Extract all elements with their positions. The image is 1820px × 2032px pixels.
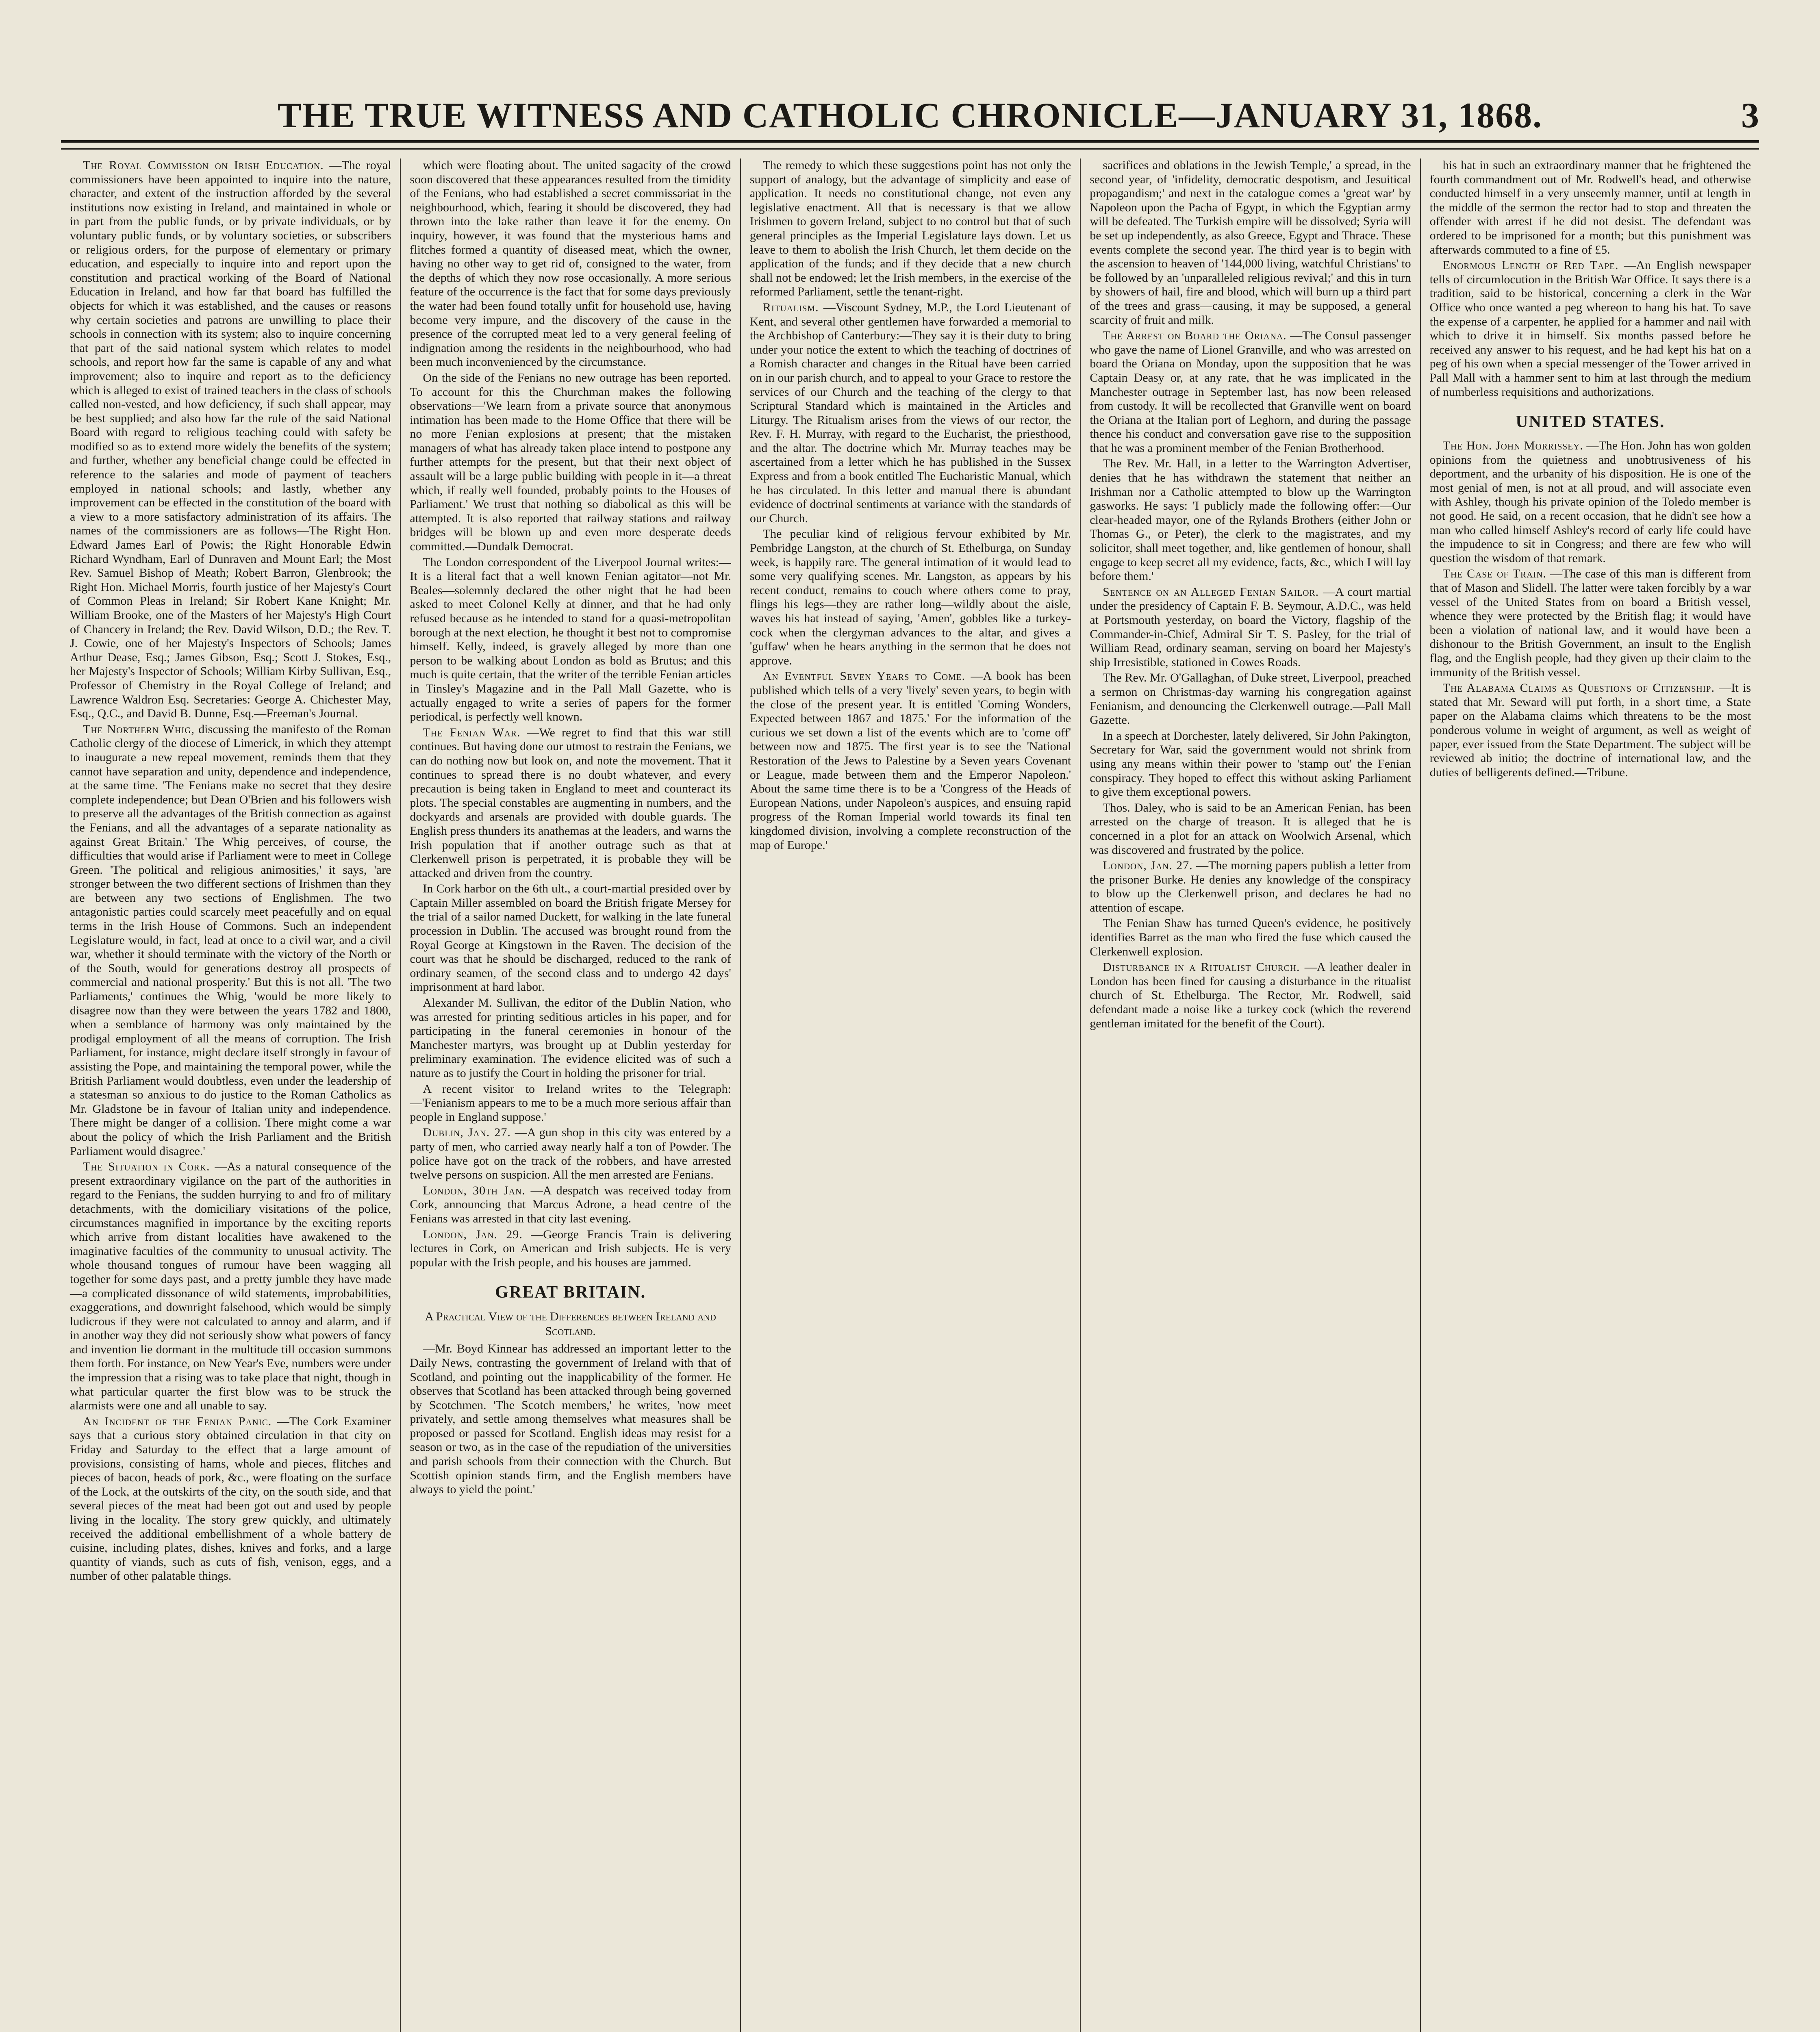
article-text: which were floating about. The united sagacity of the crowd soon discovered that these appearances resulted from the timidity of the Fenians, who had established a secret commissariat in the neighbourhood, which, fearing it should be discovered, they had thrown into the lake rather than leave it for the enemy. On inquiry, however, it was found that the mysterious hams and flitches formed a quantity of diseased meat, which the owner, having no other way to get rid of, consigned to the water, from the depths of which they now rose occasionally. A more serious feature of the occurrence is the fact that for some days previously the water had been found totally unfit for household use, having become very impure, and the discovery of the cause in the presence of the corrupted meat led to a very general feeling of indignation among the residents in the neighbourhood, who had been much inconvenienced by the circumstance.: [410, 158, 731, 369]
article-paragraph: [410, 1126, 731, 1182]
article-paragraph: [1430, 158, 1751, 257]
article-text: —The Hon. John has won golden opinions from the quietness and unobtrusiveness of his deportment, and the urbanity of his disposition. He is one of the most genial of men, is not at all proud, and will associate even with Ashley, though his private opinion of the Toledo member is not good. He said, on a recent occasion, that he didn't see how a man who called himself Ashley's record of early life could have the impudence to sit in Congress; and there are few who will question the wisdom of that remark.: [1429, 439, 1751, 565]
article-text: —A court martial under the presidency of Captain F. B. Seymour, A.D.C., was held at Portsmouth yesterday, on board the Victory, flagship of the Commander-in-Chief, Admiral Sir T. S. Pasley, for the trial of William Read, ordinary seaman, serving on board her Majesty's ship Irresistible, stationed in Cowes Roads.: [1090, 585, 1411, 669]
article-paragraph: [1090, 916, 1411, 959]
article-lead: Dublin, Jan. 27.: [423, 1126, 511, 1140]
article-text: On the side of the Fenians no new outrage has been reported. To account for this the Churchman makes the following observations—'We learn from a private source that anonymous intimation has been made to the Home Office that there will be no more Fenian explosions at present; that the mistaken managers of what has already taken place intend to postpone any further attempts for the present, but that their next object of assault will be a large public building with people in it—a threat which, if really well founded, probably points to the Houses of Parliament.' We trust that nothing so diabolical as this will be attempted. It is also reported that railway stations and railway bridges will be blown up and even more desperate deeds committed.—Dundalk Democrat.: [410, 371, 731, 554]
article-paragraph: [410, 1342, 731, 1497]
article-text: A recent visitor to Ireland writes to the Telegraph:—'Fenianism appears to me to be a much more serious affair than people in England suppose.': [410, 1082, 731, 1124]
article-lead: Ritualism.: [762, 300, 819, 314]
column-2: [401, 158, 741, 2032]
article-lead: The Royal Commission on Irish Education.: [83, 158, 324, 172]
article-lead: London, Jan. 29.: [423, 1227, 523, 1241]
article-paragraph: [70, 1160, 391, 1413]
article-paragraph: [1090, 585, 1411, 670]
article-paragraph: [1430, 681, 1751, 779]
article-lead: The Alabama Claims as Questions of Citizenship.: [1442, 681, 1715, 695]
article-paragraph: [410, 556, 731, 724]
article-paragraph: [1430, 258, 1751, 399]
article-paragraph: [1090, 457, 1411, 583]
article-columns: [61, 158, 1760, 2032]
article-lead: The Arrest on Board the Oriana.: [1103, 329, 1287, 343]
article-paragraph: [1090, 729, 1411, 799]
article-text: —The royal commissioners have been appointed to inquire into the nature, character, and extent of the instruction afforded by the several institutions now existing in Ireland, and maintained in whole or in part from the public funds, or by private individuals, or by voluntary public funds, or by voluntary societies, or subscribers or religious orders, for the purpose of elementary or primary education, and especially to inquire into and report upon the constitution and practical working of the Board of National Education in Ireland, and how far that board has fulfilled the objects for which it was established, and the causes or reasons why certain societies and patrons are unwilling to place their schools in connection with its system; also to inquire concerning that part of the said national system which relates to model schools, and report how far the same is capable of any and what improvement; also to inquire and report as to the deficiency which is alleged to exist of trained teachers in the class of schools called non-vested, and how deficiency, if such shall appear, may be best supplied; and also how far the rule of the said National Board with regard to religious teaching could with safety be modified so as to extend more widely the benefits of the system; and further, whether any beneficial change could be effected in reference to the salaries and mode of payment of teachers employed in national schools; and lastly, whether any improvement can be effected in the constitution of the board with a view to a more satisfactory administration of its affairs. The names of the commissioners are as follows—The Right Hon. Edward James Earl of Powis; the Right Honorable Edwin Richard Wyndham, Earl of Dunraven and Mount Earl; the Most Rev. Samuel Bishop of Meath; Robert Barron, Glenbrook; the Right Hon. Michael Morris, fourth justice of her Majesty's Court of Common Pleas in Ireland; Sir Robert Kane Knight; Mr. William Brooke, one of the Masters of her Majesty's High Court of Chancery in Ireland; the Rev. David Wilson, D.D.; the Rev. T. J. Cowie, one of her Majesty's Inspectors of Schools; James Arthur Dease, Esq.; James Gibson, Esq.; Scott J. Stokes, Esq., her Majesty's Inspector of Schools; William Kirby Sullivan, Esq., Professor of Chemistry in the Royal College of Ireland; and Lawrence Waldron Esq. Secretaries: George A. Chichester May, Esq., Q.C., and David B. Dunne, Esq.—Freeman's Journal.: [70, 158, 391, 721]
article-lead: London, Jan. 27.: [1103, 859, 1193, 873]
article-lead: The Situation in Cork.: [83, 1160, 210, 1174]
article-paragraph: [410, 371, 731, 554]
article-text: —It is stated that Mr. Seward will put forth, in a short time, a State paper on the Alabama claims which threatens to be the most ponderous volume in weight of argument, as well as weight of paper, ever issued from the State Department. The subject will be reviewed ab initio; the doctrine of international law, and the duties of belligerents defined.—Tribune.: [1429, 681, 1751, 779]
article-paragraph: [410, 726, 731, 881]
article-lead: The Hon. John Morrissey.: [1442, 439, 1583, 453]
article-text: sacrifices and oblations in the Jewish Temple,' a spread, in the second year, of 'infidelity, democratic despotism, and Jesuitical propagandism;' and next in the catalogue comes a 'great war' by Napoleon upon the Pacha of Egypt, in which the Egyptian army will be defeated. The Turkish empire will be dissolved; Syria will be set up independently, as also Greece, Egypt and Thrace. These events complete the second year. The third year is to begin with the ascension to heaven of '144,000 living, watchful Christians' to be followed by an 'unparalleled religious revival;' and this in turn by showers of hail, fire and blood, which will burn up a third part of the trees and grass—causing, it may be supposed, a general scarcity of fruit and milk.: [1090, 158, 1411, 327]
article-lead: An Incident of the Fenian Panic.: [83, 1414, 272, 1428]
article-text: —The Cork Examiner says that a curious story obtained circulation in that city on Friday and Saturday to the effect that a large amount of provisions, consisting of hams, whole and pieces, flitches and pieces of bacon, heads of pork, &c., were floating on the surface of the Lock, at the outskirts of the city, on the south side, and that several pieces of the meat had been got out and used by people living in the locality. The story grew quickly, and ultimately received the additional embellishment of a whole battery de cuisine, including plates, dishes, knives and forks, and a large quantity of viands, such as cuts of fish, venison, eggs, and a number of other palatable things.: [70, 1414, 391, 1583]
article-text: In Cork harbor on the 6th ult., a court-martial presided over by Captain Miller assembled on board the British frigate Mersey for the trial of a sailor named Duckett, for walking in the late funeral procession in Dublin. The accused was brought round from the Royal George at Kingstown in the Raven. The decision of the court was that he should be discharged, reduced to the rank of ordinary seamen, of the second class and to undergo 42 days' imprisonment at hard labor.: [410, 882, 731, 994]
article-lead: The Northern Whig,: [83, 722, 195, 736]
article-text: his hat in such an extraordinary manner that he frightened the fourth commandment out of Mr. Rodwell's head, and otherwise conducted himself in a very unseemly manner, until at length in the middle of the sermon the rector had to stop and threaten the offender with arrest if he did not desist. The defendant was ordered to be imprisoned for a month; but this punishment was afterwards commuted to a fine of £5.: [1429, 158, 1751, 256]
article-text: —A book has been published which tells of a very 'lively' seven years, to begin with the close of the present year. It is entitled 'Coming Wonders, Expected between 1867 and 1875.' For the information of the curious we set down a list of the events which are to 'come off' between now and 1875. The first year is to see the 'National Restoration of the Jews to Palestine by a Seven years Covenant or League, made between them and the Emperor Napoleon.' About the same time there is to be a 'Congress of the Heads of European Nations, under Napoleon's auspices, and ensuing rapid progress of the Roman Imperial world towards its final ten kingdomed division, involving a complete reconstruction of the map of Europe.': [749, 669, 1071, 852]
article-paragraph: [750, 669, 1071, 852]
article-paragraph: [1090, 671, 1411, 727]
article-text: —The Consul passenger who gave the name of Lionel Granville, and who was arrested on board the Oriana on Monday, upon the supposition that he was Captain Deasy or, at any rate, that he was implicated in the Manchester outrage in September last, has now been released from custody. It will be recollected that Granville went on board the Oriana at the Italian port of Leghorn, and during the passage thence his conduct and conversation gave rise to the supposition that he was a prominent member of the Fenian Brotherhood.: [1090, 329, 1411, 455]
masthead-rule: [61, 140, 1759, 150]
article-paragraph: [750, 301, 1071, 526]
article-text: —As a natural consequence of the present extraordinary vigilance on the part of the authorities in regard to the Fenians, the sudden hurrying to and fro of military detachments, with the domiciliary visitations of the police, circumstances magnified in importance by the exciting reports which arrive from distant localities have awakened to the imaginative faculties of the community to unusual activity. The whole thousand tongues of rumour have been wagging all together for some days past, and a pretty jumble they have made—a complicated dissonance of wild statements, improbabilities, exaggerations, and downright falsehood, which would be simply ludicrous if they were not calculated to annoy and alarm, and if in another way they did not seriously show what powers of fancy and invention lie dormant in the multitude till occasion summons them forth. For instance, on New Year's Eve, numbers were under the impression that a rising was to take place that night, though in what particular quarter the first blow was to be struck the alarmists were one and all unable to say.: [70, 1160, 391, 1413]
article-paragraph: [1430, 439, 1751, 565]
article-paragraph: [1090, 329, 1411, 455]
article-lead: The Case of Train.: [1442, 567, 1546, 581]
article-paragraph: [70, 1415, 391, 1583]
article-lead: Sentence on an Alleged Fenian Sailor.: [1103, 585, 1319, 599]
article-text: —George Francis Train is delivering lectures in Cork, on American and Irish subjects. He is very popular with the Irish people, and his houses are jammed.: [410, 1227, 731, 1269]
article-text: The Fenian Shaw has turned Queen's evidence, he positively identifies Barret as the man who fired the fuse which caused the Clerkenwell explosion.: [1090, 916, 1411, 958]
article-paragraph: [70, 723, 391, 1158]
article-text: —An English newspaper tells of circumlocution in the British War Office. It says there is a tradition, said to be historical, concerning a clerk in the War Office who once wanted a peg whereon to hang his hat. To save the expense of a carpenter, he applied for a hammer and nail with which to drive it in himself. Six months passed before he received any answer to his request, and he had kept his hat on a peg of his own when a special messenger of the Tower arrived in Pall Mall with a hammer sent to him at last through the medium of numberless requisitions and authorizations.: [1429, 258, 1751, 399]
article-paragraph: [1090, 801, 1411, 857]
article-text: —We regret to find that this war still continues. But having done our utmost to restrain the Fenians, we can do nothing now but look on, and note the movement. That it continues to spread there is no doubt whatever, and every precaution is being taken in England to meet and counteract its plots. The special constables are augmenting in numbers, and the dockyards and arsenals are provided with double guards. The English press thunders its anathemas at the leaders, and warns the Irish population that if another outrage such as that at Clerkenwell prison is perpetrated, it is probable they will be attacked and driven from the country.: [410, 725, 731, 880]
article-paragraph: [1430, 567, 1751, 680]
article-lead: An Eventful Seven Years to Come.: [762, 669, 966, 683]
article-paragraph: [410, 1184, 731, 1226]
article-text: Alexander M. Sullivan, the editor of the Dublin Nation, who was arrested for printing seditious articles in his paper, and for participating in the funeral ceremonies in honour of the Manchester martyrs, was brought up at Dublin yesterday for preliminary examination. The evidence elicited was of such a nature as to justify the Court in holding the prisoner for trial.: [410, 996, 731, 1080]
article-text: —The morning papers publish a letter from the prisoner Burke. He denies any knowledge of the conspiracy to blow up the Clerkenwell prison, and declares he had no attention of escape.: [1090, 859, 1411, 914]
article-paragraph: [410, 1228, 731, 1270]
article-text: —A leather dealer in London has been fined for causing a disturbance in the ritualist church of St. Ethelburga. The Rector, Mr. Rodwell, said defendant made a noise like a turkey cock (which the reverend gentleman imitated for the benefit of the Court).: [1090, 960, 1411, 1030]
article-text: —A despatch was received today from Cork, announcing that Marcus Adrone, a head centre of the Fenians was arrested in that city last evening.: [410, 1183, 731, 1225]
article-paragraph: [410, 158, 731, 369]
article-text: The London correspondent of the Liverpool Journal writes:—It is a literal fact that a well known Fenian agitator—not Mr. Beales—solemnly declared the other night that he had been asked to meet Colonel Kelly at dinner, and that he had only refused because as he intended to stand for a quasi-metropolitan borough at the next election, he thought it best not to compromise himself. Kelly, indeed, is gravely alleged by more than one person to be walking about London as bold as Brutus; and this much is quite certain, that the writer of the terrible Fenian articles in Tinsley's Magazine and in the Pall Mall Gazette, who is actually engaged to write a series of papers for the former periodical, is perfectly well known.: [410, 555, 731, 724]
article-lead: Enormous Length of Red Tape.: [1442, 258, 1619, 272]
article-text: The Rev. Mr. O'Gallaghan, of Duke street, Liverpool, preached a sermon on Christmas-day warning his congregation against Fenianism, and denouncing the Clerkenwell outrage.—Pall Mall Gazette.: [1090, 671, 1411, 727]
article-paragraph: [750, 527, 1071, 668]
article-paragraph: [410, 1082, 731, 1125]
article-text: —A gun shop in this city was entered by a party of men, who carried away nearly half a ton of Powder. The police have got on the track of the robbers, and have arrested twelve persons on suspicion. All the men arrested are Fenians.: [410, 1126, 731, 1182]
article-text: Thos. Daley, who is said to be an American Fenian, has been arrested on the charge of treason. It is alleged that he is concerned in a plot for an attack on Woolwich Arsenal, which was discovered and frustrated by the police.: [1090, 801, 1411, 857]
column-4: [1081, 158, 1420, 2032]
column-5: [1421, 158, 1760, 2032]
article-lead: Disturbance in a Ritualist Church.: [1103, 960, 1300, 974]
article-lead: The Fenian War.: [423, 725, 521, 739]
article-paragraph: [410, 882, 731, 994]
article-text: —Viscount Sydney, M.P., the Lord Lieutenant of Kent, and several other gentlemen have forwarded a memorial to the Archbishop of Canterbury:—They say it is their duty to bring under your notice the extent to which the teaching of doctrines of a Romish character and changes in the Ritual have been carried on in our parish church, and to appeal to your Grace to restore the services of our Church and the teaching of the clergy to that Scriptural Standard which is maintained in the Articles and Liturgy. The Ritualism arises from the views of our rector, the Rev. F. H. Murray, with regard to the Eucharist, the priesthood, and the altar. The doctrine which Mr. Murray teaches may be ascertained from a letter which he has published in the Sussex Express and from a book entitled The Eucharistic Manual, which he has circulated. In this letter and manual there is abundant evidence of doctrinal sentiments at variance with the standards of our Church.: [749, 300, 1071, 525]
article-text: —The case of this man is different from that of Mason and Slidell. The latter were taken forcibly by a war vessel of the United States from on board a British vessel, whence they were protected by the British flag; it would have been a violation of national law, and it would have been a dishonour to the British Government, an insult to the English flag, and the English people, had they given up their claim to the immunity of the British vessel.: [1429, 567, 1751, 679]
article-text: The peculiar kind of religious fervour exhibited by Mr. Pembridge Langston, at the church of St. Ethelburga, on Sunday week, is happily rare. The general intimation of it would lead to some very qualifying scenes. Mr. Langston, as appears by his recent conduct, remains to couch where others come to pray, flings his legs—they are rather long—wildly about the aisle, waves his hat instead of saying, 'Amen', gobbles like a turkey-cock when the clergyman advances to the altar, and gives a 'guffaw' when he hears anything in the sermon that he does not approve.: [749, 527, 1071, 667]
section-heading: GREAT BRITAIN.: [495, 1283, 646, 1302]
article-text: —Mr. Boyd Kinnear has addressed an important letter to the Daily News, contrasting the government of Ireland with that of Scotland, and pointing out the inapplicability of the former. He observes that Scotland has been attacked through being governed by Scotchmen. 'The Scotch members,' he writes, 'now meet privately, and settle among themselves what measures shall be proposed or passed for Scotland. English ideas may resist for a season or two, as in the case of the repudiation of the universities and parish schools from their connection with the Church. But Scottish opinion stands firm, and the English members have always to yield the point.': [410, 1342, 731, 1496]
article-text: discussing the manifesto of the Roman Catholic clergy of the diocese of Limerick, in which they attempt to inaugurate a new repeal movement, reminds them that they cannot have separation and unity, dependence and independence, at the same time. 'The Fenians make no secret that they desire complete independence; but Dean O'Brien and his followers wish to preserve all the advantages of the British connection as against the Fenians, and all the advantages of a separate nationality as against Great Britain.' The Whig perceives, of course, the difficulties that would arise if Parliament were to meet in College Green. 'The political and religious animosities,' it says, 'are stronger between the two different sections of Irishmen than they are between any two sections of Englishmen. The two antagonistic parties could scarcely meet peacefully and on equal terms in the Irish House of Commons. Such an independent Legislature would, in fact, lead at once to a civil war, and a civil war, whether it should terminate with the victory of the North or of the South, would for generations destroy all prospects of commercial and national prosperity.' But this is not all. 'The two Parliaments,' continues the Whig, 'would be more likely to disagree now than they were between the years 1782 and 1800, when a semblance of harmony was only maintained by the prodigal employment of all the means of corruption. The Irish Parliament, for instance, might declare itself strongly in favour of assisting the Pope, and maintaining the temporal power, while the British Parliament would doubtless, even under the leadership of a statesman so anxious to do justice to the Roman Catholics as Mr. Gladstone be in favour of Italian unity and independence. There might be danger of a collision. There might come a war about the policy of which the Irish Parliament and the British Parliament would disagree.': [70, 722, 391, 1158]
article-paragraph: [750, 158, 1071, 299]
article-paragraph: [70, 158, 391, 721]
article-text: The Rev. Mr. Hall, in a letter to the Warrington Advertiser, denies that he has withdrawn the statement that neither an Irishman nor a Catholic attempted to blow up the Warrington gasworks. He says: 'I publicly made the following offer:—Our clear-headed mayor, one of the Rylands Brothers (either John or Thomas G., or Peter), the clerk to the magistrates, and my solicitor, shall meet together, and, like gentlemen of honour, shall engage to keep secret all my evidence, facts, &c., which I will lay before them.': [1090, 457, 1411, 583]
article-text: The remedy to which these suggestions point has not only the support of analogy, but the advantage of simplicity and ease of application. It needs no constitutional change, not even any legislative enactment. All that is necessary is that we allow Irishmen to govern Ireland, subject to no control but that of such general principles as the Imperial Legislature lays down. Let us leave to them to abolish the Irish Church, let them decide on the application of the funds; and if they decide that a new church shall not be endowed; let the Irish members, in the exercise of the reformed Parliament, settle the tenant-right.: [749, 158, 1071, 299]
article-paragraph: [1090, 859, 1411, 915]
article-lead: London, 30th Jan.: [423, 1183, 526, 1197]
newspaper-title: THE TRUE WITNESS AND CATHOLIC CHRONICLE—JANUARY 31, 1868.: [277, 96, 1543, 135]
masthead: [61, 69, 1759, 138]
article-subheading: A Practical View of the Differences between Ireland and Scotland.: [425, 1310, 716, 1338]
article-paragraph: [1090, 960, 1411, 1031]
article-paragraph: [410, 996, 731, 1081]
column-1: [61, 158, 401, 2032]
article-text: In a speech at Dorchester, lately delivered, Sir John Pakington, Secretary for War, said the government would not shrink from using any means within their power to 'stamp out' the Fenian conspiracy. They hoped to effect this without asking Parliament to give them exceptional powers.: [1090, 729, 1411, 799]
article-paragraph: [1090, 158, 1411, 327]
column-3: [741, 158, 1081, 2032]
section-heading: UNITED STATES.: [1516, 412, 1665, 432]
page-number: 3: [1741, 96, 1759, 135]
